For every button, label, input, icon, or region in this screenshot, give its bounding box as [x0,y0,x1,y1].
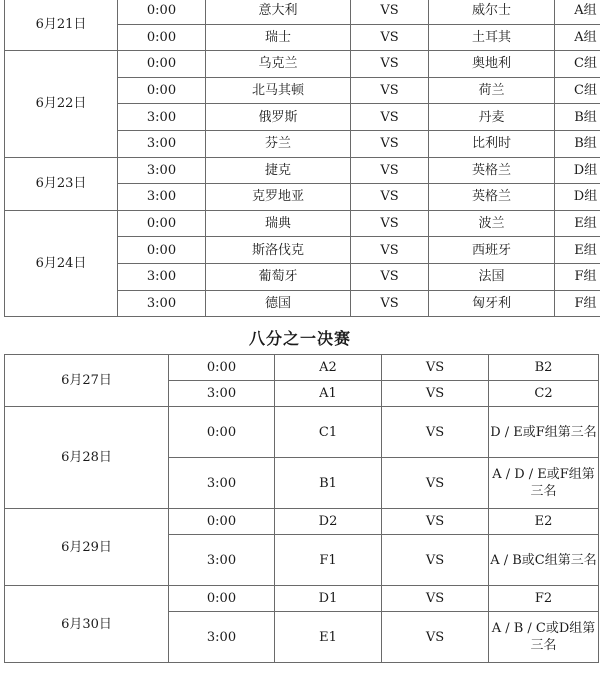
home-slot-cell: B1 [275,458,382,509]
match-date-cell: 6月22日 [5,51,118,157]
home-team-cell: 瑞士 [206,24,351,51]
group-cell: A组 [555,24,600,51]
versus-cell: VS [382,407,489,458]
kickoff-time-cell: 0:00 [169,355,275,381]
home-team-cell: 芬兰 [206,130,351,157]
home-slot-cell: A2 [275,355,382,381]
home-team-cell: 乌克兰 [206,51,351,78]
away-team-cell: 波兰 [429,210,555,237]
match-row [5,0,600,24]
home-team-cell: 葡萄牙 [206,263,351,290]
kickoff-time-cell: 0:00 [118,24,206,51]
group-cell: B组 [555,130,600,157]
match-row [5,157,600,184]
versus-cell: VS [382,509,489,535]
home-team-cell: 瑞典 [206,210,351,237]
kickoff-time-cell: 3:00 [118,157,206,184]
away-team-cell: 威尔士 [429,0,555,24]
kickoff-time-cell: 3:00 [169,381,275,407]
home-team-cell: 北马其顿 [206,77,351,104]
away-team-cell: 英格兰 [429,157,555,184]
kickoff-time-cell: 0:00 [169,509,275,535]
away-team-cell: 丹麦 [429,104,555,131]
match-date-cell: 6月21日 [5,0,118,51]
away-slot-cell: B2 [489,355,599,381]
match-date-cell: 6月27日 [5,355,169,407]
kickoff-time-cell: 0:00 [169,407,275,458]
knockout-match-row [5,355,599,381]
away-slot-cell: A / B / C或D组第三名 [489,612,599,663]
home-slot-cell: C1 [275,407,382,458]
versus-cell: VS [351,104,429,131]
home-team-cell: 斯洛伐克 [206,237,351,264]
round-of-16-schedule-table [4,354,599,663]
versus-cell: VS [382,586,489,612]
kickoff-time-cell: 3:00 [118,263,206,290]
kickoff-time-cell: 0:00 [118,0,206,24]
away-team-cell: 法国 [429,263,555,290]
versus-cell: VS [382,535,489,586]
versus-cell: VS [382,381,489,407]
group-cell: D组 [555,157,600,184]
match-date-cell: 6月24日 [5,210,118,316]
versus-cell: VS [382,612,489,663]
away-slot-cell: C2 [489,381,599,407]
away-team-cell: 荷兰 [429,77,555,104]
group-cell: F组 [555,263,600,290]
match-date-cell: 6月23日 [5,157,118,210]
versus-cell: VS [351,51,429,78]
kickoff-time-cell: 3:00 [169,535,275,586]
group-cell: B组 [555,104,600,131]
away-slot-cell: F2 [489,586,599,612]
group-cell: C组 [555,77,600,104]
match-row [5,51,600,78]
home-team-cell: 克罗地亚 [206,184,351,211]
versus-cell: VS [351,290,429,317]
home-team-cell: 德国 [206,290,351,317]
match-date-cell: 6月29日 [5,509,169,586]
versus-cell: VS [382,355,489,381]
versus-cell: VS [351,157,429,184]
versus-cell: VS [351,24,429,51]
kickoff-time-cell: 3:00 [118,104,206,131]
match-date-cell: 6月30日 [5,586,169,663]
home-slot-cell: A1 [275,381,382,407]
versus-cell: VS [351,184,429,211]
away-slot-cell: A / D / E或F组第三名 [489,458,599,509]
home-team-cell: 俄罗斯 [206,104,351,131]
group-cell: E组 [555,237,600,264]
section-title-round-of-16: 八分之一决赛 [248,329,351,348]
away-team-cell: 比利时 [429,130,555,157]
group-cell: A组 [555,0,600,24]
versus-cell: VS [351,237,429,264]
kickoff-time-cell: 3:00 [118,184,206,211]
versus-cell: VS [351,130,429,157]
kickoff-time-cell: 0:00 [169,586,275,612]
knockout-match-row [5,586,599,612]
away-slot-cell: E2 [489,509,599,535]
match-row [5,210,600,237]
home-slot-cell: D2 [275,509,382,535]
match-date-cell: 6月28日 [5,407,169,509]
kickoff-time-cell: 3:00 [169,612,275,663]
home-slot-cell: D1 [275,586,382,612]
kickoff-time-cell: 3:00 [118,290,206,317]
home-slot-cell: F1 [275,535,382,586]
versus-cell: VS [351,210,429,237]
knockout-match-row [5,509,599,535]
group-cell: D组 [555,184,600,211]
versus-cell: VS [351,77,429,104]
away-slot-cell: A / B或C组第三名 [489,535,599,586]
group-cell: E组 [555,210,600,237]
group-cell: F组 [555,290,600,317]
kickoff-time-cell: 3:00 [169,458,275,509]
away-team-cell: 奥地利 [429,51,555,78]
group-cell: C组 [555,51,600,78]
home-team-cell: 捷克 [206,157,351,184]
group-stage-schedule-table [4,0,600,317]
round-of-16-rows [5,355,599,663]
kickoff-time-cell: 0:00 [118,51,206,78]
away-team-cell: 西班牙 [429,237,555,264]
kickoff-time-cell: 0:00 [118,77,206,104]
knockout-match-row [5,407,599,458]
away-team-cell: 英格兰 [429,184,555,211]
away-slot-cell: D / E或F组第三名 [489,407,599,458]
away-team-cell: 匈牙利 [429,290,555,317]
versus-cell: VS [351,263,429,290]
versus-cell: VS [351,0,429,24]
home-slot-cell: E1 [275,612,382,663]
home-team-cell: 意大利 [206,0,351,24]
group-stage-rows [5,0,600,317]
versus-cell: VS [382,458,489,509]
kickoff-time-cell: 3:00 [118,130,206,157]
kickoff-time-cell: 0:00 [118,210,206,237]
kickoff-time-cell: 0:00 [118,237,206,264]
away-team-cell: 土耳其 [429,24,555,51]
